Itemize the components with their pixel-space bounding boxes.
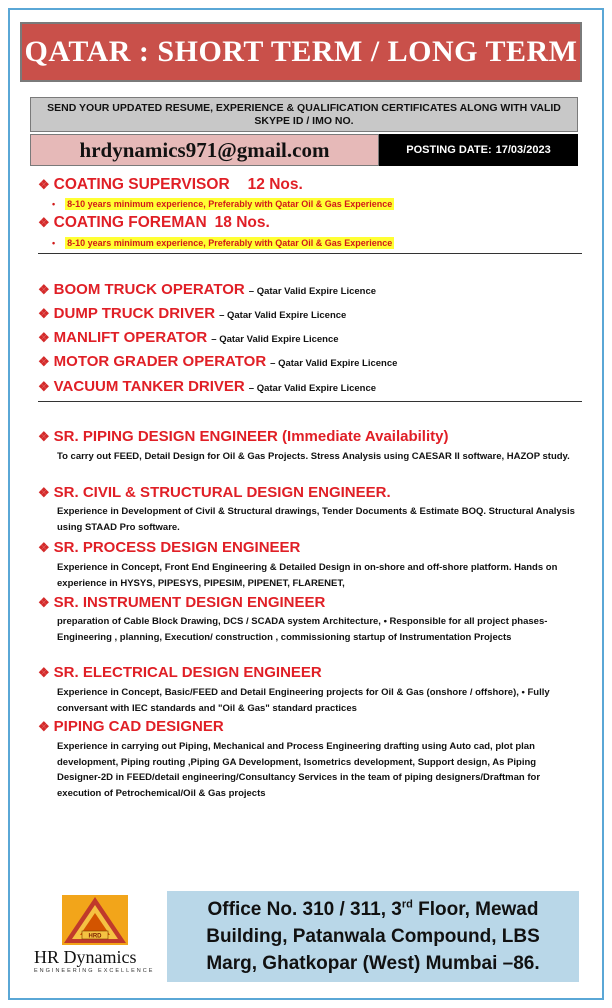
email-address[interactable]: hrdynamics971@gmail.com (79, 137, 330, 162)
divider (38, 401, 582, 402)
job-title: SR. CIVIL & STRUCTURAL DESIGN ENGINEER. (53, 484, 391, 501)
diamond-bullet-icon: ❖ (38, 429, 50, 444)
job-sr-electrical-design-engineer (38, 664, 322, 681)
job-note: – Qatar Valid Expire Licence (211, 334, 339, 345)
job-sr-civil-structural-design-engineer (38, 484, 391, 501)
posting-date (379, 134, 578, 166)
job-count: 18 Nos. (214, 214, 270, 231)
diamond-bullet-icon: ❖ (38, 282, 50, 297)
job-title: DUMP TRUCK DRIVER (53, 305, 216, 322)
job-title: SR. PIPING DESIGN ENGINEER (Immediate Availability) (53, 428, 449, 445)
banner-title: QATAR : SHORT TERM / LONG TERM (24, 35, 578, 68)
address-line1-sup: rd (401, 898, 413, 911)
job-manlift-operator (38, 329, 339, 346)
instruction-box: SEND YOUR UPDATED RESUME, EXPERIENCE & QUALIFICATION CERTIFICATES ALONG WITH VALID SKYPE ID / IMO NO. (30, 97, 578, 132)
requirement-text: 8-10 years minimum experience, Preferably with Qatar Oil & Gas Experience (67, 199, 393, 209)
requirement-coating-supervisor (52, 198, 394, 210)
job-note: – Qatar Valid Expire Licence (248, 286, 377, 297)
job-title: SR. INSTRUMENT DESIGN ENGINEER (53, 594, 326, 611)
address-line1-pre: Office No. 310 / 311, 3 (207, 899, 402, 920)
job-vacuum-tanker-driver (38, 378, 376, 395)
logo-initials: HRD (88, 933, 102, 940)
job-coating-foreman (38, 214, 270, 232)
job-boom-truck-operator (38, 281, 376, 298)
job-title: SR. PROCESS DESIGN ENGINEER (53, 539, 301, 556)
diamond-bullet-icon: ❖ (38, 595, 50, 610)
job-title: SR. ELECTRICAL DESIGN ENGINEER (53, 664, 322, 681)
requirement-coating-foreman (52, 237, 394, 249)
job-description: preparation of Cable Block Drawing, DCS / SCADA system Architecture, • Responsible for all project phases- Engineering , planning, Execution/ construction , commissioning startup of Instrumentation Projects (57, 616, 548, 643)
job-note: – Qatar Valid Expire Licence (248, 383, 377, 394)
logo-triangle-icon (62, 895, 128, 945)
divider (38, 253, 582, 254)
diamond-bullet-icon: ❖ (38, 379, 50, 394)
address-line1-post: Floor, Mewad (412, 899, 539, 920)
email-box (30, 134, 379, 166)
job-title: MOTOR GRADER OPERATOR (53, 353, 267, 370)
diamond-bullet-icon: ❖ (38, 215, 50, 230)
requirement-text: 8-10 years minimum experience, Preferably with Qatar Oil & Gas Experience (67, 238, 393, 248)
office-address (167, 891, 579, 982)
diamond-bullet-icon: ❖ (38, 177, 50, 192)
diamond-bullet-icon: ❖ (38, 485, 50, 500)
diamond-bullet-icon: ❖ (38, 330, 50, 345)
job-sr-process-design-engineer (38, 539, 300, 556)
address-line2: Building, Patanwala Compound, LBS (206, 926, 540, 947)
job-description: Experience in Development of Civil & Structural drawings, Tender Documents & Estimate BOQ. Structural Analysis using STAAD Pro software. (57, 506, 575, 533)
job-title: MANLIFT OPERATOR (53, 329, 208, 346)
job-title: VACUUM TANKER DRIVER (53, 378, 245, 395)
job-description: Experience in Concept, Basic/FEED and Detail Engineering projects for Oil & Gas (onshore / offshore), • Fully conversant with IEC standards and "Oil & Gas" standard practices (57, 687, 550, 714)
company-name: HR Dynamics (34, 947, 137, 967)
bullet-icon: • (52, 199, 56, 209)
company-tagline: ENGINEERING EXCELLENCE (34, 968, 155, 974)
bullet-icon: • (52, 238, 56, 248)
job-motor-grader-operator (38, 353, 397, 370)
job-count: 12 Nos. (247, 176, 303, 193)
job-note: – Qatar Valid Expire Licence (270, 358, 398, 369)
job-title: COATING SUPERVISOR (53, 176, 230, 193)
diamond-bullet-icon: ❖ (38, 665, 50, 680)
job-piping-cad-designer (38, 718, 224, 735)
job-title: BOOM TRUCK OPERATOR (53, 281, 245, 298)
job-coating-supervisor (38, 176, 303, 194)
address-line3: Marg, Ghatkopar (West) Mumbai –86. (206, 953, 540, 974)
job-dump-truck-driver (38, 305, 346, 322)
job-title: COATING FOREMAN (53, 214, 207, 231)
diamond-bullet-icon: ❖ (38, 719, 50, 734)
diamond-bullet-icon: ❖ (38, 306, 50, 321)
posting-label: POSTING DATE: (406, 144, 492, 156)
diamond-bullet-icon: ❖ (38, 354, 50, 369)
diamond-bullet-icon: ❖ (38, 540, 50, 555)
company-logo (28, 890, 164, 980)
job-description: Experience in carrying out Piping, Mechanical and Process Engineering drafting using Auto cad, plot plan development, Piping routing ,Piping GA Development, Isometrics development, Support design, As Piping Designer-2D in FEED/detail engineering/Consultancy Services in the team of piping designers/Draftman for execution of Petrochemical/Oil & Gas projects (57, 741, 541, 799)
job-description: Experience in Concept, Front End Engineering & Detailed Design in on-shore and off-shore platform. Hands on experience in HYSYS, PIPESYS, PIPESIM, PIPENET, FLARENET, (57, 562, 558, 589)
job-sr-instrument-design-engineer (38, 594, 325, 611)
posting-date-value: 17/03/2023 (495, 144, 551, 156)
job-title: PIPING CAD DESIGNER (53, 718, 224, 735)
job-note: – Qatar Valid Expire Licence (219, 310, 347, 321)
job-sr-piping-design-engineer (38, 428, 448, 445)
job-description: To carry out FEED, Detail Design for Oil & Gas Projects. Stress Analysis using CAESAR II software, HAZOP study. (57, 451, 570, 462)
title-banner (20, 22, 582, 82)
